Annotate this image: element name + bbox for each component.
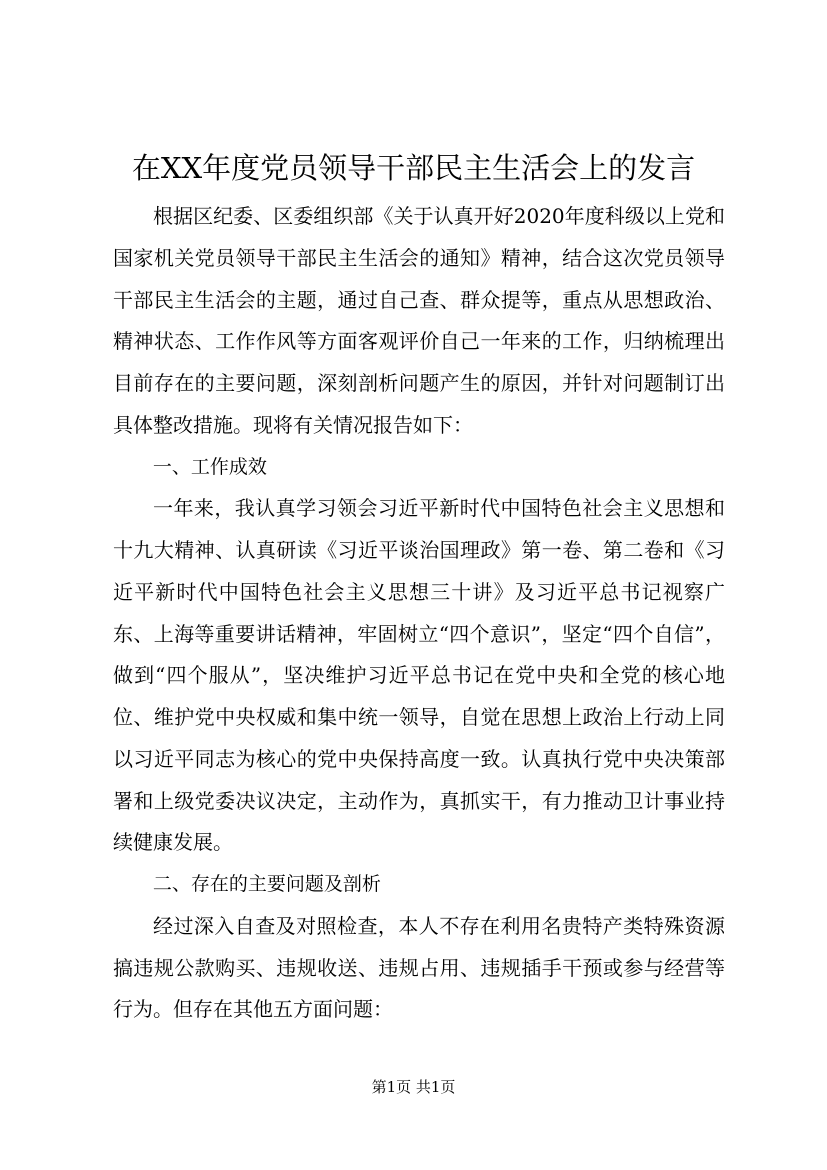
document-title: 在XX年度党员领导干部民主生活会上的发言 — [131, 151, 696, 185]
section-heading-problems: 二、存在的主要问题及剖析 — [152, 873, 381, 895]
document-body — [113, 196, 725, 1031]
page-footer: 第1页 共1页 — [371, 1078, 456, 1096]
section-heading-achievements: 一、工作成效 — [152, 455, 267, 478]
intro-paragraph: 根据区纪委、区委组织部《关于认真开好2020年度科级以上党和国家机关党员领导干部民主生活会的通知》精神，结合这次党员领导干部民主生活会的主题，通过自己查、群众提等，重点从思想政治、精神状态、工作作风等方面客观评价自己一年来的工作，归纳梳理出目前存在的主要问题，深刻剖析问题产生的原因，并针对问题制订出具体整改措施。现将有关情况报告如下： — [113, 204, 725, 437]
achievements-paragraph: 一年来，我认真学习领会习近平新时代中国特色社会主义思想和十九大精神、认真研读《习近平谈治国理政》第一卷、第二卷和《习近平新时代中国特色社会主义思想三十讲》及习近平总书记视察广东、上海等重要讲话精神，牢固树立“四个意识”，坚定“四个自信”，做到“四个服从”，坚决维护习近平总书记在党中央和全党的核心地位、维护党中央权威和集中统一领导，自觉在思想上政治上行动上同以习近平同志为核心的党中央保持高度一致。认真执行党中央决策部署和上级党委决议决定，主动作为，真抓实干，有力推动卫计事业持续健康发展。 — [113, 496, 725, 855]
problems-paragraph: 经过深入自查及对照检查，本人不存在利用名贵特产类特殊资源搞违规公款购买、违规收送、违规占用、违规插手干预或参与经营等行为。但存在其他五方面问题： — [113, 913, 725, 1022]
